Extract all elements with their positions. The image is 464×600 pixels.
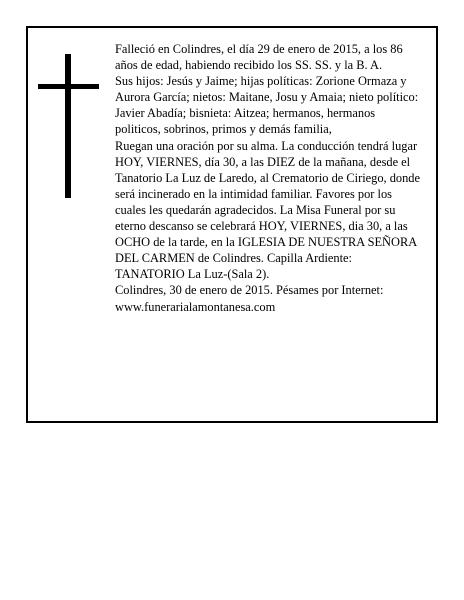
obituary-text	[115, 41, 421, 315]
cross-icon	[38, 54, 99, 198]
obituary-service-details: Ruegan una oración por su alma. La conducción tendrá lugar HOY, VIERNES, día 30, a las DIEZ de la mañana, desde el Tanatorio La Luz de Laredo, al Crematorio de Ciriego, donde será incinerado en la intimidad familiar. Favores por los cuales les quedarán agradecidos. La Misa Funeral por su eterno descanso se celebrará HOY, VIERNES, dia 30, a las OCHO de la tarde, en la IGLESIA DE NUESTRA SEÑORA DEL CARMEN de Colindres. Capilla Ardiente: TANATORIO La Luz-(Sala 2).	[115, 138, 420, 282]
obituary-notice	[26, 26, 438, 423]
cross-vertical-bar	[65, 54, 71, 198]
obituary-closing: Colindres, 30 de enero de 2015. Pésames por Internet: www.funerarialamontanesa.com	[115, 283, 384, 314]
obituary-announcement: Falleció en Colindres, el día 29 de enero de 2015, a los 86 años de edad, habiendo recibido los SS. SS. y la B. A.	[115, 42, 403, 73]
cross-horizontal-bar	[38, 84, 99, 89]
obituary-family-list: Sus hijos: Jesús y Jaime; hijas políticas: Zorione Ormaza y Aurora García; nietos: Maitane, Josu y Amaia; nieto político: Javier Abadía; bisnieta: Aitzea; hermanos, hermanos politicos, sobrinos, primos y demás familia,	[115, 74, 419, 137]
